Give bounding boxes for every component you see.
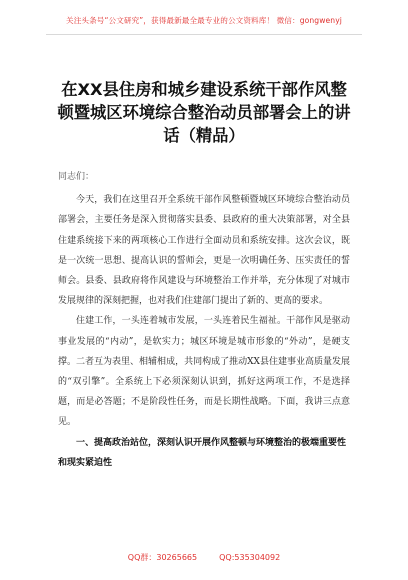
greeting: 同志们： xyxy=(58,172,95,182)
section-heading: 一、提高政治站位，深刻认识开展作风整顿与环境整治的极端重要性和现实紧迫性 xyxy=(58,437,347,468)
document-title xyxy=(46,78,362,147)
footer xyxy=(0,552,408,563)
title-line-3: 话（精品） xyxy=(163,126,245,145)
footer-qq-group: QQ群：30265665 xyxy=(127,553,198,562)
header-banner-text: 关注头条号“公文研究”，获得最新最全最专业的公文资料库！ 微信：gongwenyj xyxy=(66,15,342,25)
paragraph-1: 今天，我们在这里召开全系统干部作风整顿暨城区环境综合整治动员部署会，主要任务是深入贯彻落实县委、县政府的重大决策部署，对全县住建系统接下来的两项核心工作进行全面动员和系统安排。这次会议，既是一次统一思想、提高认识的誓师会，更是一次明确任务、压实责任的誓师会。县委、县政府将作风建设与环境整治工作并举，充分体现了对城市发展规律的深刻把握，也对我们住建部门提出了新的、更高的要求。 xyxy=(58,195,350,307)
paragraph-2: 住建工作，一头连着城市发展，一头连着民生福祉。干部作风是驱动事业发展的“内动”，是软实力；城区环境是城市形象的“外动”，是硬支撑。二者互为表里、相辅相成，共同构成了推动XX县住建事业高质量发展的“双引擎”。全系统上下必须深刻认识到，抓好这两项工作，不是选择题，而是必答题；不是阶段性任务，而是长期性战略。下面，我讲三点意见。 xyxy=(58,316,350,428)
title-line-2: 顿暨城区环境综合整治动员部署会上的讲 xyxy=(57,103,351,122)
title-line-1: 在XX县住房和城乡建设系统干部作风整 xyxy=(61,80,347,99)
header-banner xyxy=(46,6,362,35)
footer-qq-contact: QQ:535304092 xyxy=(219,553,281,562)
document-body xyxy=(58,167,350,473)
